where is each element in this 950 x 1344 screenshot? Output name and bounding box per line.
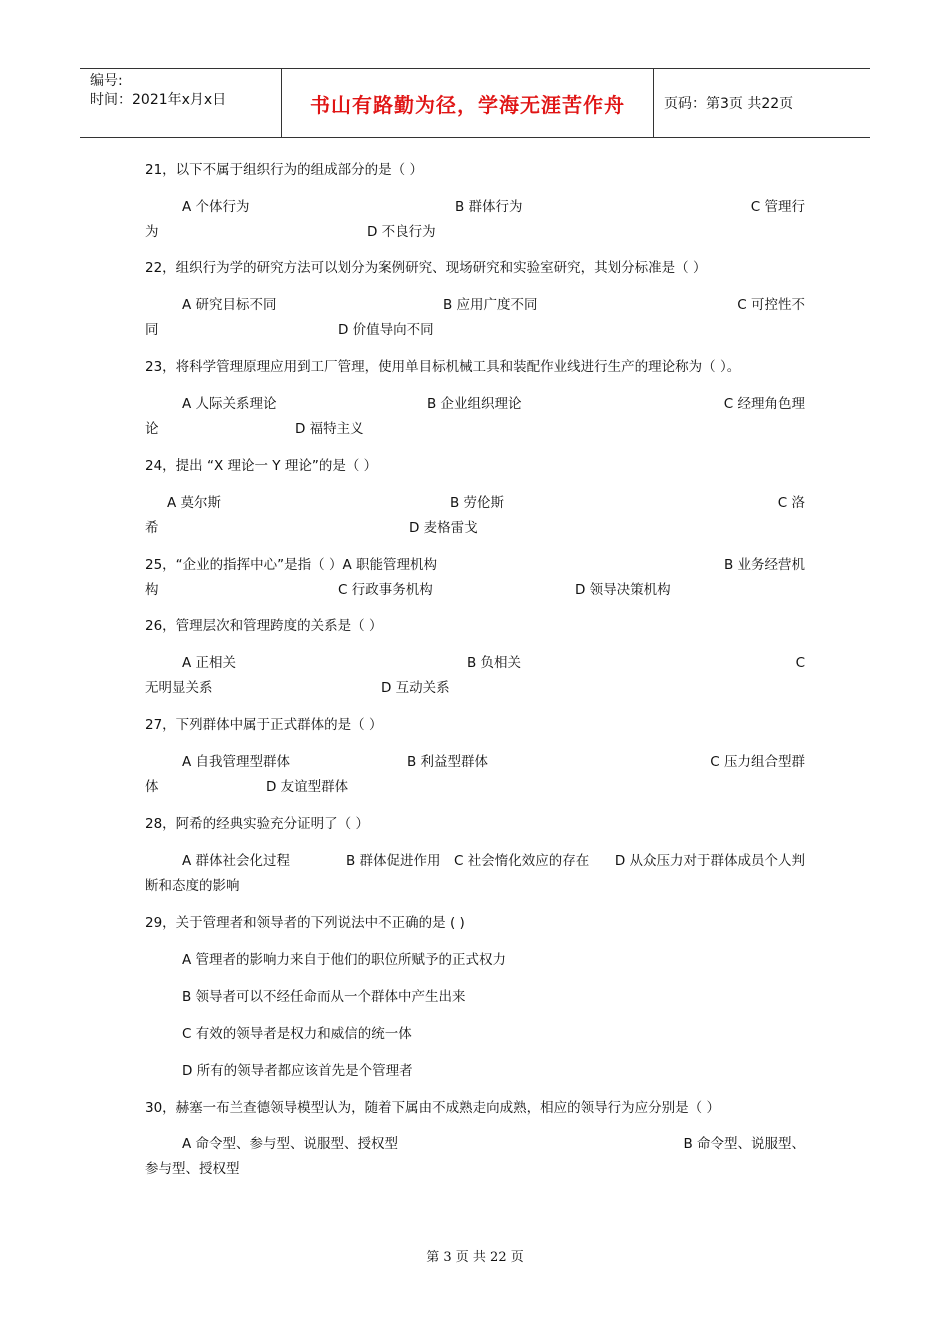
question-25: [145, 553, 807, 603]
option-a: A 命令型、参与型、说服型、授权型: [182, 1136, 399, 1152]
option-c-cont: 为: [145, 224, 159, 240]
question-21-options: [145, 195, 807, 245]
header-left-cell: [80, 69, 282, 137]
question-29-option-a: [145, 948, 807, 973]
option-c: C 管理行: [750, 199, 805, 215]
question-29-stem: 29，关于管理者和领导者的下列说法中不正确的是 ( ): [145, 915, 465, 931]
option-d: D 麦格雷戈: [409, 520, 478, 536]
option-c-cont: 论: [145, 421, 159, 437]
option-d: D 价值导向不同: [338, 322, 434, 338]
option-c: C 洛: [777, 495, 805, 511]
question-24-options: [145, 491, 807, 541]
time-label: 时间：2021年x月x日: [90, 92, 227, 108]
question-26-options: [145, 651, 807, 701]
option-b: B 负相关: [467, 655, 522, 671]
option-b: B 应用广度不同: [443, 297, 538, 313]
option-c: C: [795, 655, 805, 671]
code-label: 编号:: [90, 73, 123, 89]
option-a: A 莫尔斯: [167, 495, 222, 511]
option-c-cont: 希: [145, 520, 159, 536]
option-c: C 经理角色理: [723, 396, 805, 412]
page-header: [80, 68, 870, 138]
option-a: A 个体行为: [182, 199, 250, 215]
option-d: D 福特主义: [295, 421, 364, 437]
page-footer: 第 3 页 共 22 页: [426, 1250, 524, 1265]
option-b-cont: 构: [145, 582, 159, 598]
question-21-stem: 21，以下不属于组织行为的组成部分的是（ ）: [145, 162, 423, 178]
question-27-stem: 27，下列群体中属于正式群体的是（ ）: [145, 717, 383, 733]
header-motto-cell: [282, 69, 654, 137]
option-c: C 行政事务机构: [338, 582, 433, 598]
option-d: D 互动关系: [381, 680, 450, 696]
motto-text: 书山有路勤为径，学海无涯苦作舟: [310, 92, 625, 117]
question-28-stem: 28，阿希的经典实验充分证明了（ ）: [145, 816, 369, 832]
option-a: A 自我管理型群体: [182, 754, 291, 770]
option-d: D 友谊型群体: [266, 779, 349, 795]
question-28-options: [145, 849, 807, 899]
option-d-cont: 断和态度的影响: [145, 878, 240, 894]
option-d: D 所有的领导者都应该首先是个管理者: [182, 1063, 413, 1079]
option-d: D 从众压力对于群体成员个人判: [614, 853, 805, 869]
option-a: A 群体社会化过程: [182, 853, 291, 869]
option-c: C 压力组合型群: [710, 754, 805, 770]
option-b: B 劳伦斯: [450, 495, 505, 511]
option-a: A 管理者的影响力来自于他们的职位所赋予的正式权力: [182, 952, 507, 968]
option-a: A 研究目标不同: [182, 297, 277, 313]
option-d: D 不良行为: [367, 224, 436, 240]
question-27-options: [145, 750, 807, 800]
option-a: A 正相关: [182, 655, 237, 671]
option-d: D 领导决策机构: [575, 582, 671, 598]
question-29-option-c: [145, 1022, 807, 1047]
option-b: B 群体促进作用: [346, 853, 441, 869]
header-page-cell: [654, 69, 870, 137]
option-c-cont: 体: [145, 779, 159, 795]
question-30-options: [145, 1132, 807, 1182]
option-a: A 人际关系理论: [182, 396, 277, 412]
option-c: C 有效的领导者是权力和威信的统一体: [182, 1026, 412, 1042]
option-b: B 群体行为: [455, 199, 523, 215]
option-c: C 社会惰化效应的存在: [454, 853, 590, 869]
question-25-stem: 25，“企业的指挥中心”是指（ ）A 职能管理机构: [145, 557, 437, 573]
option-b-cont: 参与型、授权型: [145, 1161, 240, 1177]
question-22-stem: 22，组织行为学的研究方法可以划分为案例研究、现场研究和实验室研究，其划分标准是（ ）: [145, 260, 707, 276]
option-c-cont: 无明显关系: [145, 680, 213, 696]
question-30-stem: 30，赫塞一布兰查德领导模型认为，随着下属由不成熟走向成熟，相应的领导行为应分别是（ ）: [145, 1100, 720, 1116]
question-23-options: [145, 392, 807, 442]
question-29-option-b: [145, 985, 807, 1010]
option-b: B 命令型、说服型、: [683, 1136, 805, 1152]
option-c: C 可控性不: [737, 297, 805, 313]
option-b: B 业务经营机: [723, 557, 805, 573]
option-b: B 企业组织理论: [427, 396, 522, 412]
question-29-option-d: [145, 1059, 807, 1084]
page-info: 页码：第3页 共22页: [664, 96, 794, 112]
question-24-stem: 24，提出 “X 理论一 Y 理论”的是（ ）: [145, 458, 378, 474]
option-b: B 领导者可以不经任命而从一个群体中产生出来: [182, 989, 466, 1005]
question-23-stem: 23，将科学管理原理应用到工厂管理，使用单目标机械工具和装配作业线进行生产的理论称为（ ）。: [145, 359, 741, 375]
option-b: B 利益型群体: [407, 754, 489, 770]
question-26-stem: 26，管理层次和管理跨度的关系是（ ）: [145, 618, 383, 634]
question-22-options: [145, 293, 807, 343]
option-c-cont: 同: [145, 322, 159, 338]
